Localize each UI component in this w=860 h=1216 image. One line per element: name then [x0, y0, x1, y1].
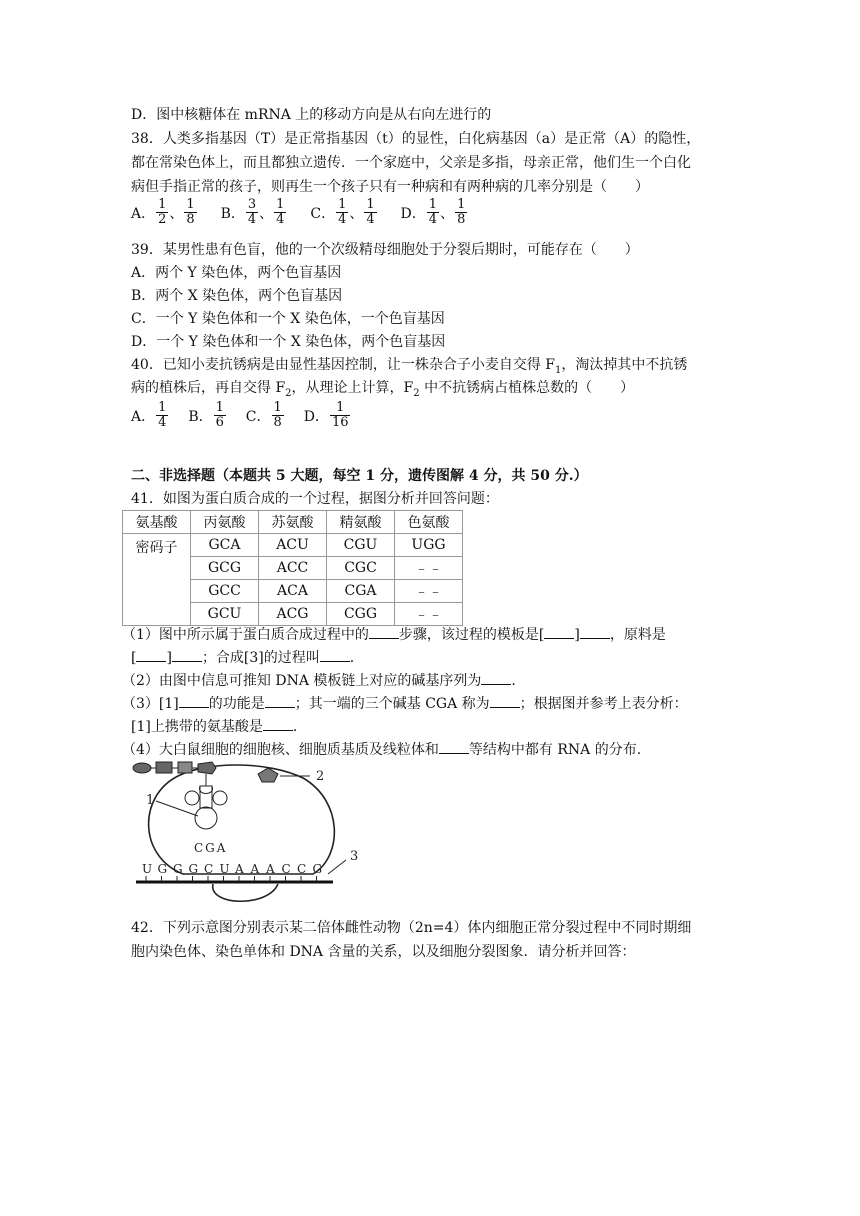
fraction: $\frac{1}{8}$: [186, 197, 195, 227]
table-cell: GCG: [191, 557, 259, 580]
q40-option-b[interactable]: B． $\frac{1}{6}$: [188, 400, 224, 430]
fraction: $\frac{1}{4}$: [158, 400, 167, 430]
fraction: $\frac{3}{4}$: [247, 197, 257, 227]
mrna-base: G: [188, 862, 199, 876]
q41-part3-line2: [1]上携带的氨基酸是 .: [131, 719, 298, 735]
fraction: $\frac{1}{16}$: [331, 400, 349, 430]
q40-stem-line2: 病的植株后，再自交得 $F_2$，从理论上计算，$F_2$ 中不抗锈病占植株总数的（ ）: [131, 380, 635, 399]
q38-stem-line3: 病但手指正常的孩子，则再生一个孩子只有一种病和有两种病的几率分别是（ ）: [131, 179, 649, 195]
q39-option-b[interactable]: B．两个 X 染色体，两个色盲基因: [131, 288, 343, 304]
q41-part1-line2: [ ] ；合成[3]的过程叫 .: [131, 650, 355, 666]
label-2: 2: [316, 769, 325, 784]
mrna-base: C: [297, 862, 307, 876]
answer-blank[interactable]: [439, 741, 469, 754]
q41-stem: 41．如图为蛋白质合成的一个过程，据图分析并回答问题：: [131, 491, 499, 507]
table-cell: ﹣﹣: [395, 580, 463, 603]
mrna-base: U: [219, 862, 230, 876]
table-cell: CGC: [327, 557, 395, 580]
q39-stem: 39．某男性患有色盲，他的一个次级精母细胞处于分裂后期时，可能存在（ ）: [131, 242, 639, 258]
codon-table: [122, 510, 463, 626]
table-row: [123, 534, 463, 557]
q39-option-a[interactable]: A．两个 Y 染色体，两个色盲基因: [131, 265, 342, 281]
q38-stem-line2: 都在常染色体上，而且都独立遗传．一个家庭中，父亲是多指，母亲正常，他们生一个白化: [131, 155, 691, 171]
trna-icon: [185, 774, 227, 829]
q38-option-c[interactable]: C． $\frac{1}{4}$ 、 $\frac{1}{4}$: [310, 197, 375, 227]
label-3: 3: [350, 849, 359, 864]
q40-stem-line1: 40．已知小麦抗锈病是由显性基因控制，让一株杂合子小麦自交得 $F_1$，淘汰掉其中不抗锈: [131, 357, 688, 376]
table-cell: ACU: [259, 534, 327, 557]
q38-option-a[interactable]: A． $\frac{1}{2}$ 、 $\frac{1}{8}$: [131, 197, 195, 227]
section-heading: 二、非选择题（本题共 5 大题，每空 1 分，遗传图解 4 分，共 50 分.）: [131, 468, 588, 484]
row-label: 密码子: [123, 534, 191, 626]
label-1: 1: [146, 793, 155, 808]
q40-option-a[interactable]: A． $\frac{1}{4}$: [131, 400, 167, 430]
table-cell: ﹣﹣: [395, 603, 463, 626]
q38-option-b[interactable]: B． $\frac{3}{4}$ 、 $\frac{1}{4}$: [220, 197, 285, 227]
answer-blank[interactable]: [369, 626, 399, 639]
mrna-base: G: [173, 862, 183, 876]
answer-blank[interactable]: [179, 695, 209, 708]
table-header: 氨基酸: [123, 511, 191, 534]
leader-line-1: [156, 801, 198, 816]
table-cell: ﹣﹣: [395, 557, 463, 580]
q40-option-d[interactable]: D． $\frac{1}{16}$: [303, 400, 349, 430]
table-header: 色氨酸: [395, 511, 463, 534]
fraction: $\frac{1}{4}$: [276, 197, 285, 227]
fraction: $\frac{1}{4}$: [428, 197, 438, 227]
q41-part1-line1: （1）图中所示属于蛋白质合成过程中的 步骤，该过程的模板是[ ] ，原料是: [122, 627, 666, 643]
q38-stem-line1: 38．人类多指基因（T）是正常指基因（t）的显性，白化病基因（a）是正常（A）的隐性，: [131, 131, 701, 147]
fraction: $\frac{1}{8}$: [273, 400, 282, 430]
ribosome-outline: [149, 765, 335, 874]
q40-options: [131, 401, 351, 437]
table-cell: CGA: [327, 580, 395, 603]
table-cell: ACA: [259, 580, 327, 603]
anticodon: CGA: [194, 841, 228, 855]
mrna-base: A: [235, 862, 244, 876]
q38-options: [131, 198, 468, 234]
mrna-base: A: [266, 862, 275, 876]
answer-blank[interactable]: [490, 695, 520, 708]
q41-part4: （4）大白鼠细胞的细胞核、细胞质基质及线粒体和 等结构中都有 RNA 的分布.: [122, 742, 642, 758]
q42-stem-line2: 胞内染色体、染色单体和 DNA 含量的关系，以及细胞分裂图象．请分析并回答：: [131, 944, 636, 960]
peptide-chain-icon: [133, 762, 216, 774]
mrna-base: C: [204, 862, 214, 876]
table-header: 苏氨酸: [259, 511, 327, 534]
table-header: 精氨酸: [327, 511, 395, 534]
table-cell: ACG: [259, 603, 327, 626]
q41-part3-line1: （3）[1] 的功能是 ；其一端的三个碱基 CGA 称为 ；根据图并参考上表分析：: [122, 696, 688, 712]
fraction: $\frac{1}{6}$: [215, 400, 224, 430]
q39-option-d[interactable]: D．一个 Y 染色体和一个 X 染色体，两个色盲基因: [131, 334, 446, 350]
table-header-row: [123, 511, 463, 534]
fraction: $\frac{1}{2}$: [158, 197, 167, 227]
fraction: $\frac{1}{8}$: [457, 197, 466, 227]
mrna-base: U: [142, 862, 153, 876]
q40-option-c[interactable]: C． $\frac{1}{8}$: [245, 400, 282, 430]
answer-blank[interactable]: [263, 718, 293, 731]
table-cell: CGG: [327, 603, 395, 626]
answer-blank[interactable]: [481, 672, 511, 685]
table-header: 丙氨酸: [191, 511, 259, 534]
leader-line-3: [328, 860, 346, 874]
table-cell: GCC: [191, 580, 259, 603]
q37-option-d: D．图中核糖体在 mRNA 上的移动方向是从右向左进行的: [131, 107, 492, 123]
table-cell: UGG: [395, 534, 463, 557]
answer-blank[interactable]: [265, 695, 295, 708]
q38-option-d[interactable]: D． $\frac{1}{4}$ 、 $\frac{1}{8}$: [400, 197, 466, 227]
amino-acid-icon: [258, 768, 278, 782]
mrna-base: G: [312, 862, 323, 876]
mrna-base: G: [157, 862, 168, 876]
q42-stem-line1: 42．下列示意图分别表示某二倍体雌性动物（2n=4）体内细胞正常分裂过程中不同时期细: [131, 920, 692, 936]
q41-part2: （2）由图中信息可推知 DNA 模板链上对应的碱基序列为 .: [122, 673, 516, 689]
answer-blank[interactable]: [172, 649, 202, 662]
answer-blank[interactable]: [136, 649, 166, 662]
table-cell: GCU: [191, 603, 259, 626]
mrna-base: A: [250, 862, 260, 876]
ribosome-small-subunit: [213, 884, 278, 901]
table-cell: CGU: [327, 534, 395, 557]
answer-blank[interactable]: [580, 626, 610, 639]
fraction: $\frac{1}{4}$: [338, 197, 347, 227]
table-cell: GCA: [191, 534, 259, 557]
mrna-bases: [142, 862, 322, 882]
mrna-base: C: [281, 862, 291, 876]
answer-blank[interactable]: [544, 626, 574, 639]
translation-diagram: [128, 756, 368, 916]
answer-blank[interactable]: [320, 649, 350, 662]
q39-option-c[interactable]: C．一个 Y 染色体和一个 X 染色体，一个色盲基因: [131, 311, 445, 327]
fraction: $\frac{1}{4}$: [366, 197, 375, 227]
table-cell: ACC: [259, 557, 327, 580]
